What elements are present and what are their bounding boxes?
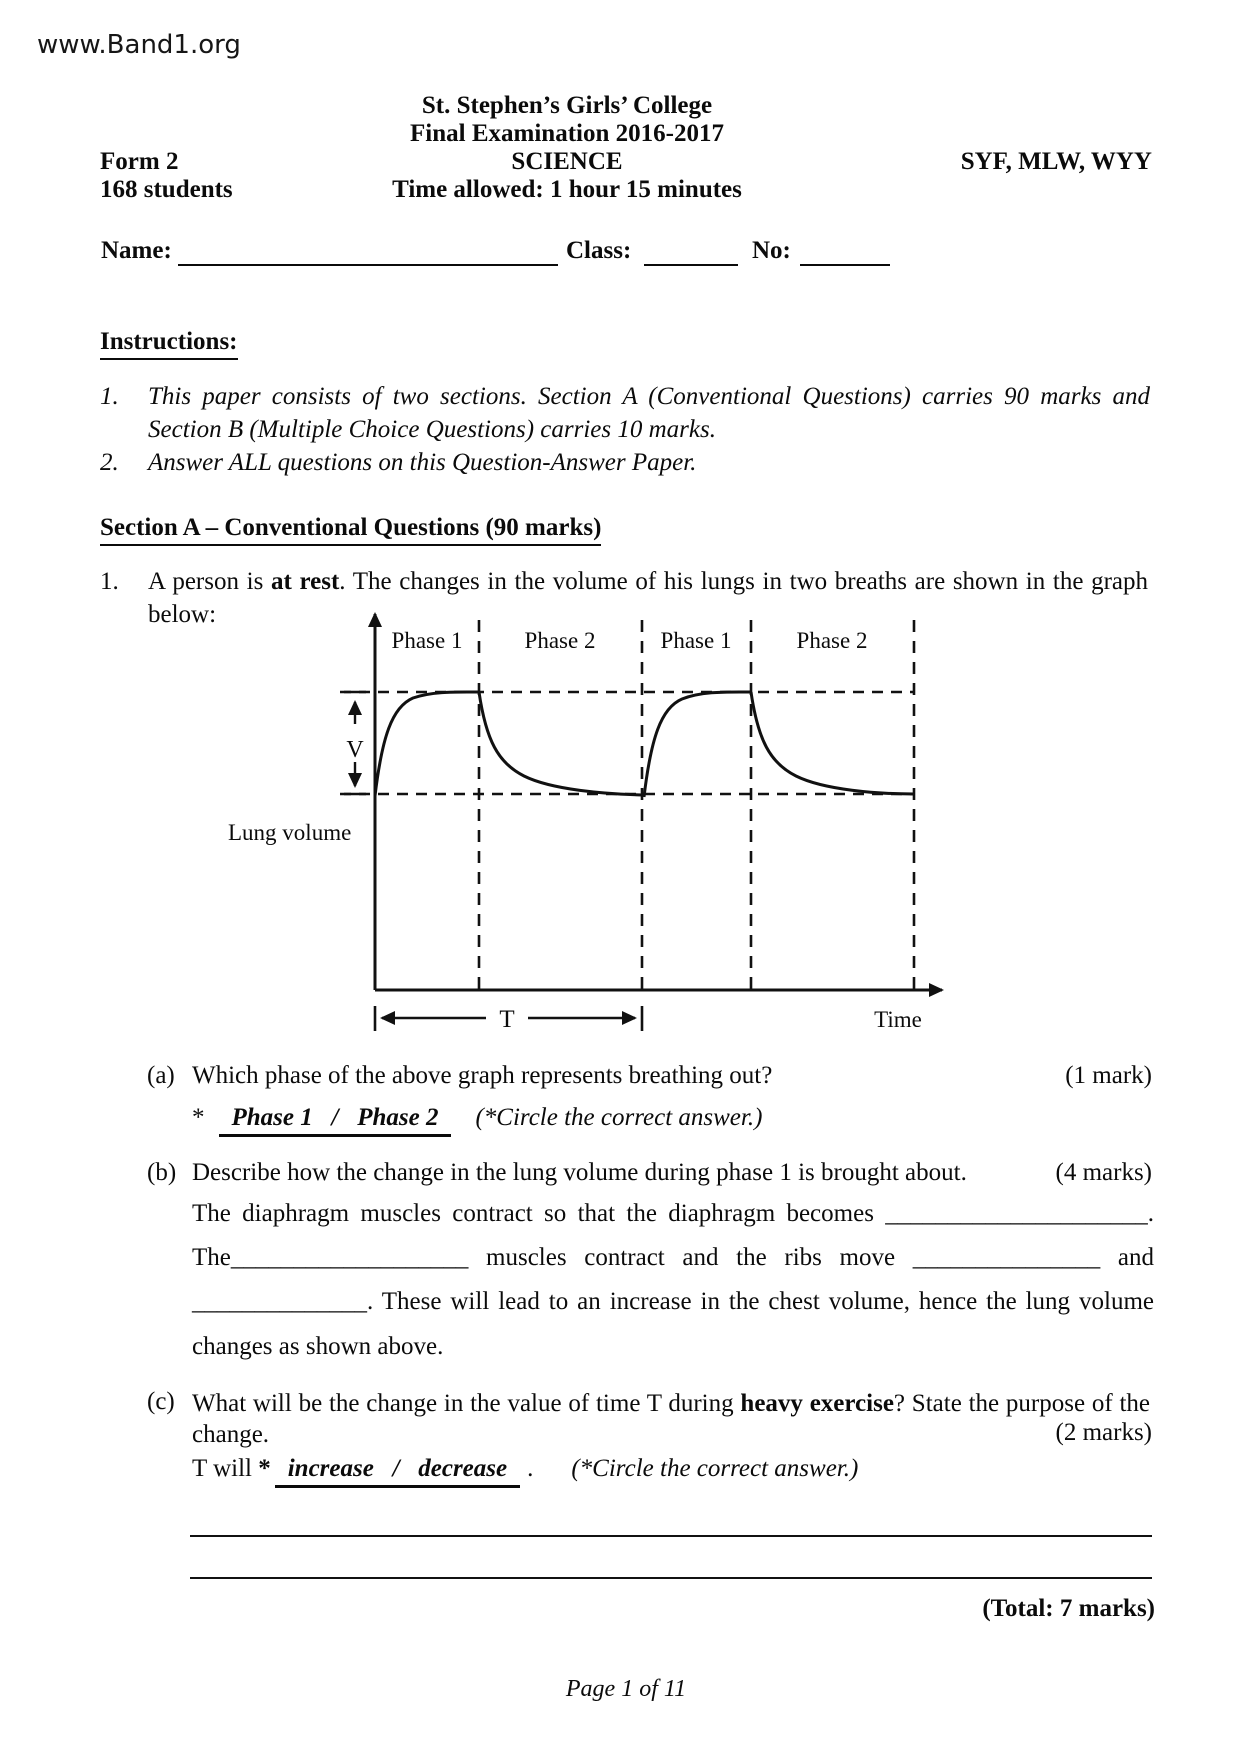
page-number: Page 1 of 11: [565, 1676, 687, 1702]
breath2-phase1-curve: [644, 692, 751, 797]
phase-label-4: Phase 2: [796, 628, 868, 653]
t-period-label: T: [499, 1006, 515, 1033]
question-1-intro: [148, 565, 1148, 631]
question-1-intro-line2: below:: [148, 601, 217, 628]
instruction-1-line1: This paper consists of two sections. Section A (Conventional Questions) carries 90 marks and: [148, 383, 1150, 410]
part-c-marks: (2 marks): [1055, 1419, 1152, 1446]
part-c-answer-options: increase / decrease: [275, 1455, 520, 1488]
part-c-q-pre: What will be the change in the value of time T during: [192, 1390, 741, 1417]
part-a-answer-row: [192, 1104, 762, 1132]
part-c-answer-period: .: [527, 1455, 534, 1482]
part-c-label: (c): [147, 1388, 175, 1415]
part-a-marks: (1 mark): [1065, 1062, 1152, 1089]
part-b-fill-line-4: changes as shown above.: [192, 1333, 444, 1360]
time-allowed: Time allowed: 1 hour 15 minutes: [392, 176, 742, 203]
name-label: Name:: [101, 237, 172, 264]
question-1-number: 1.: [100, 568, 119, 595]
breath1-phase2-curve: [479, 692, 642, 795]
part-c-question-line1: [192, 1388, 1150, 1419]
part-a-circle-note: (*Circle the correct answer.): [475, 1104, 763, 1131]
v-amplitude-label: V: [346, 737, 364, 763]
intro-bold-at-rest: at rest: [270, 568, 340, 595]
part-c-bold-heavy-exercise: heavy exercise: [740, 1390, 894, 1417]
answer-rule-1: [190, 1535, 1152, 1537]
no-blank: [800, 264, 890, 266]
question-1-intro-line1: [148, 565, 1148, 598]
instruction-1-number: 1.: [100, 383, 119, 410]
instructions-heading: [100, 328, 238, 360]
setters-initials: SYF, MLW, WYY: [960, 148, 1152, 175]
part-c-asterisk: *: [258, 1455, 271, 1482]
part-b-fill-line-1: The diaphragm muscles contract so that the diaphragm becomes _____________________.: [192, 1200, 1154, 1227]
part-a-label: (a): [147, 1062, 175, 1089]
part-b-fill-line-3: ______________. These will lead to an increase in the chest volume, hence the lung volume: [192, 1288, 1154, 1315]
phase-label-2: Phase 2: [524, 628, 596, 653]
phase-label-3: Phase 1: [660, 628, 732, 653]
subject-title: SCIENCE: [511, 148, 623, 175]
no-label: No:: [752, 237, 791, 264]
y-axis-label: Lung volume: [228, 820, 352, 845]
school-name: St. Stephen’s Girls’ College: [421, 92, 713, 119]
part-a-asterisk: *: [192, 1104, 205, 1131]
part-c-question-line2: change.: [192, 1421, 270, 1448]
section-a-heading-text: Section A – Conventional Questions (90 marks): [100, 514, 601, 546]
part-b-question: Describe how the change in the lung volume during phase 1 is brought about.: [192, 1159, 967, 1186]
students-count: 168 students: [100, 176, 233, 203]
part-c-question: [192, 1388, 1150, 1450]
class-blank: [644, 264, 738, 266]
form-label: Form 2: [100, 148, 179, 175]
class-label: Class:: [566, 237, 632, 264]
instructions-heading-text: Instructions:: [100, 328, 238, 360]
part-b-fill-line-2: The___________________ muscles contract and the ribs move _______________ and: [192, 1244, 1154, 1271]
intro-pre: A person is: [148, 568, 271, 595]
part-c-q-post: ? State the purpose of the: [893, 1390, 1150, 1417]
part-a-question: Which phase of the above graph represents breathing out?: [192, 1062, 773, 1089]
exam-title: Final Examination 2016-2017: [410, 120, 724, 147]
site-watermark: www.Band1.org: [37, 30, 241, 60]
breath2-phase2-curve: [751, 692, 914, 794]
total-marks: (Total: 7 marks): [982, 1595, 1155, 1622]
part-c-answer-row: [192, 1455, 858, 1483]
part-c-circle-note: (*Circle the correct answer.): [571, 1455, 859, 1482]
x-axis-label: Time: [874, 1007, 922, 1032]
answer-rule-2: [190, 1577, 1152, 1579]
part-b-label: (b): [147, 1159, 177, 1186]
part-a-answer-options: Phase 1 / Phase 2: [219, 1104, 452, 1137]
instruction-2-number: 2.: [100, 449, 119, 476]
breath1-phase1-curve: [375, 692, 479, 796]
instruction-2: Answer ALL questions on this Question-Answer Paper.: [148, 449, 697, 476]
name-blank: [178, 264, 558, 266]
instruction-1-line2: Section B (Multiple Choice Questions) carries 10 marks.: [148, 416, 716, 443]
instruction-1: [148, 380, 1150, 446]
phase-label-1: Phase 1: [391, 628, 463, 653]
section-a-heading: [100, 514, 601, 546]
part-c-answer-pre: T will: [192, 1455, 259, 1482]
part-b-marks: (4 marks): [1055, 1159, 1152, 1186]
intro-post: . The changes in the volume of his lungs in two breaths are shown in the graph: [339, 568, 1148, 595]
